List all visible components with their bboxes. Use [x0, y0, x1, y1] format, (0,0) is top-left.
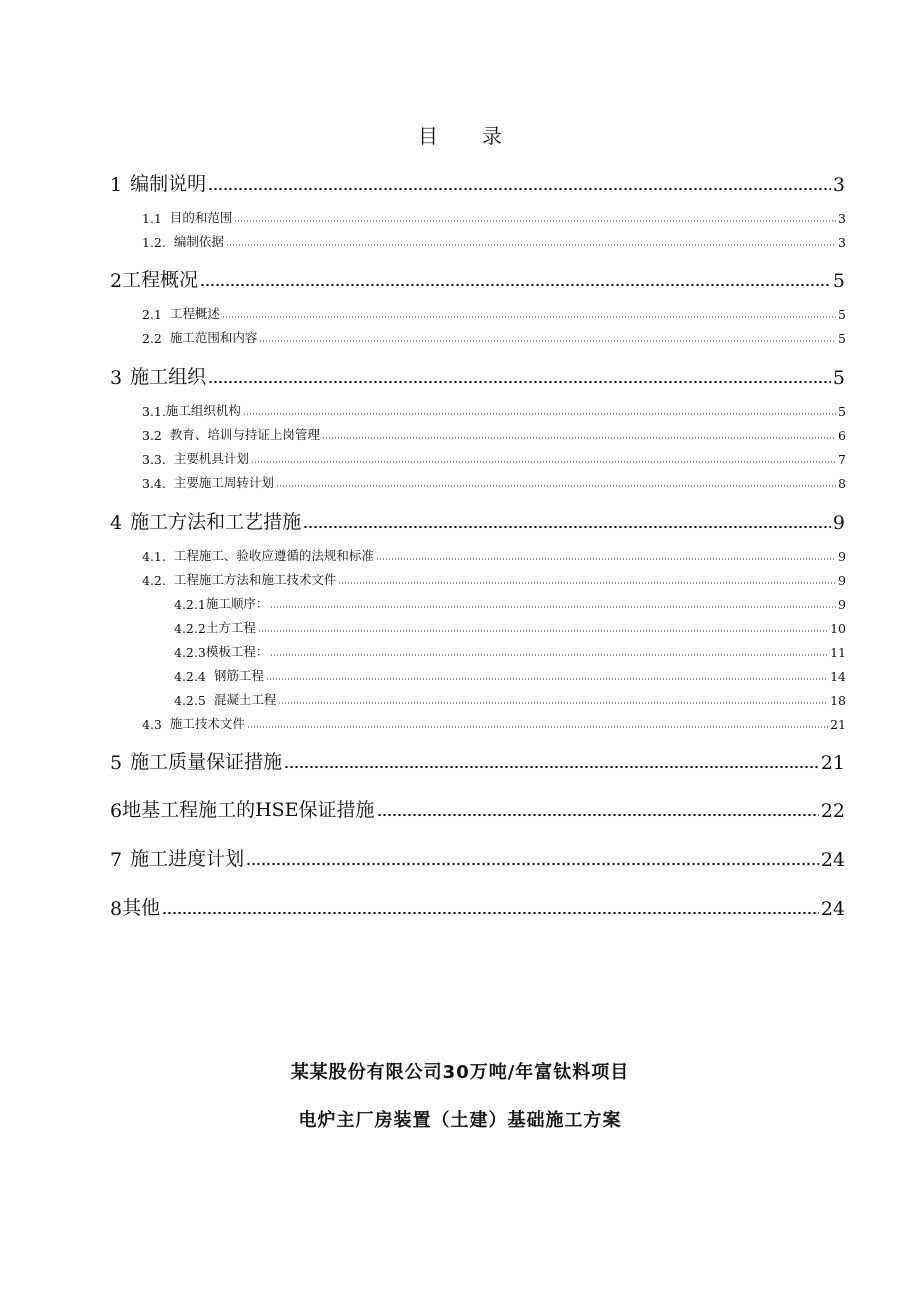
- dot-leader: [377, 812, 819, 818]
- dot-leader: [270, 605, 836, 609]
- toc-entry[interactable]: [110, 508, 845, 534]
- toc-entry-page: 5: [838, 307, 846, 322]
- dot-leader: [208, 379, 831, 385]
- toc-entry-number: 4.1.: [142, 549, 166, 564]
- dot-leader: [284, 764, 819, 770]
- toc-entry-page: 21: [820, 752, 845, 774]
- toc-entry[interactable]: [110, 894, 845, 920]
- toc-entry-number: 3.2: [142, 428, 162, 443]
- toc-entry-number: 2.2: [142, 331, 162, 346]
- toc-entry[interactable]: [142, 449, 846, 467]
- dot-leader: [338, 581, 836, 585]
- toc-entry-number: 3.4.: [142, 476, 166, 491]
- toc-entry-label: 编制说明: [130, 173, 207, 195]
- dot-leader: [266, 677, 828, 681]
- dot-leader: [276, 484, 836, 488]
- toc-entry-number: 1: [110, 174, 123, 196]
- toc-entry-page: 9: [832, 512, 845, 534]
- toc-entry-label: 工程施工、验收应遵循的法规和标准: [173, 548, 374, 563]
- dot-leader: [226, 243, 836, 247]
- dot-leader: [222, 315, 836, 319]
- toc-entry[interactable]: [174, 594, 846, 612]
- toc-entry[interactable]: [142, 546, 846, 564]
- toc-entry-label: 施工质量保证措施: [130, 751, 283, 773]
- toc-entry-number: 3: [110, 367, 123, 389]
- toc-entry-page: 21: [830, 717, 846, 732]
- dot-leader: [278, 701, 828, 705]
- toc-entry-label: 主要机具计划: [173, 451, 249, 466]
- dot-leader: [246, 861, 819, 867]
- dot-leader: [162, 910, 819, 916]
- toc-entry-page: 7: [838, 452, 846, 467]
- toc-entry-page: 5: [832, 270, 845, 292]
- dot-leader: [258, 629, 828, 633]
- toc-entry-number: 3.1.: [142, 404, 166, 419]
- dot-leader: [200, 282, 831, 288]
- toc-entry-number: 2: [110, 270, 123, 292]
- toc-entry-number: 5: [110, 752, 123, 774]
- toc-entry[interactable]: [110, 170, 845, 196]
- toc-entry-label: 编制依据: [173, 234, 224, 249]
- toc-entry[interactable]: [174, 690, 846, 708]
- toc-entry-number: 2.1: [142, 307, 162, 322]
- toc-entry-number: 7: [110, 849, 123, 871]
- toc-entry[interactable]: [142, 328, 846, 346]
- toc-entry-label: 施工方法和工艺措施: [130, 511, 302, 533]
- dot-leader: [259, 339, 836, 343]
- toc-entry-page: 11: [830, 645, 846, 660]
- toc-entry[interactable]: [142, 425, 846, 443]
- toc-entry[interactable]: [142, 401, 846, 419]
- plan-title: 电炉主厂房装置（土建）基础施工方案: [298, 1110, 622, 1131]
- toc-entry[interactable]: [142, 473, 846, 491]
- dot-leader: [243, 412, 836, 416]
- toc-entry-number: 4.2.1: [174, 597, 206, 612]
- toc-entry-number: 6: [110, 800, 123, 822]
- toc-entry-label: 模板工程：: [205, 644, 269, 659]
- toc-entry-number: 3.3.: [142, 452, 166, 467]
- toc-entry[interactable]: [174, 666, 846, 684]
- toc-entry[interactable]: [142, 304, 846, 322]
- toc-entry[interactable]: [110, 845, 845, 871]
- toc-entry-label: 施工组织: [130, 366, 207, 388]
- toc-entry[interactable]: [142, 714, 846, 732]
- toc-entry-page: 10: [830, 621, 846, 636]
- dot-leader: [322, 436, 836, 440]
- toc-entry-page: 24: [820, 898, 845, 920]
- toc-entry-page: 6: [838, 428, 846, 443]
- toc-entry-page: 9: [838, 573, 846, 588]
- toc-entry-label: 其他: [122, 897, 161, 919]
- toc-entry[interactable]: [110, 748, 845, 774]
- toc-entry[interactable]: [142, 570, 846, 588]
- toc-entry-label: 主要施工周转计划: [173, 475, 274, 490]
- toc-entry-number: 8: [110, 898, 123, 920]
- toc-entry-label: 工程概况: [122, 269, 199, 291]
- toc-entry-number: 4.2.3: [174, 645, 206, 660]
- dot-leader: [251, 460, 836, 464]
- toc-entry-page: 24: [820, 849, 845, 871]
- toc-entry[interactable]: [142, 232, 846, 250]
- toc-entry-label: 施工顺序：: [205, 596, 269, 611]
- toc-entry-page: 5: [838, 404, 846, 419]
- toc-entry-page: 8: [838, 476, 846, 491]
- toc-entry-label: 施工范围和内容: [169, 330, 258, 345]
- toc-entry-number: 4.2.4: [174, 669, 206, 684]
- dot-leader: [270, 653, 828, 657]
- toc-entry-page: 3: [838, 235, 846, 250]
- toc-entry-number: 4.2.5: [174, 693, 206, 708]
- toc-entry-label: 目的和范围: [169, 210, 233, 225]
- toc-entry-label: 土方工程: [205, 620, 256, 635]
- toc-entry-page: 3: [838, 211, 846, 226]
- toc-entry[interactable]: [142, 208, 846, 226]
- dot-leader: [303, 524, 831, 530]
- toc-entry-label: 工程概述: [169, 306, 220, 321]
- toc-entry-page: 22: [820, 800, 845, 822]
- dot-leader: [234, 219, 836, 223]
- dot-leader: [376, 557, 836, 561]
- toc-entry-label: 施工组织机构: [165, 403, 241, 418]
- toc-entry-label: 教育、培训与持证上岗管理: [169, 427, 320, 442]
- toc-entry-page: 9: [838, 597, 846, 612]
- toc-entry[interactable]: [110, 266, 845, 292]
- dot-leader: [247, 725, 828, 729]
- toc-entry-page: 18: [830, 693, 846, 708]
- toc-entry-label: 钢筋工程: [213, 668, 264, 683]
- toc-entry-number: 4: [110, 512, 123, 534]
- toc-entry-number: 1.2.: [142, 235, 166, 250]
- toc-entry-label: 地基工程施工的HSE保证措施: [122, 799, 375, 821]
- toc-entry[interactable]: [110, 363, 845, 389]
- toc-entry-number: 4.3: [142, 717, 162, 732]
- toc-entry-label: 混凝土工程: [213, 692, 277, 707]
- dot-leader: [208, 186, 831, 192]
- toc-entry-number: 4.2.2: [174, 621, 206, 636]
- toc-entry-page: 3: [832, 174, 845, 196]
- toc-entry-label: 工程施工方法和施工技术文件: [173, 572, 337, 587]
- toc-entry-page: 9: [838, 549, 846, 564]
- toc-entry-number: 1.1: [142, 211, 162, 226]
- toc-title: 目录: [418, 124, 546, 148]
- toc-entry-number: 4.2.: [142, 573, 166, 588]
- project-title: 某某股份有限公司30万吨/年富钛料项目: [290, 1062, 630, 1083]
- toc-entry-page: 14: [830, 669, 846, 684]
- toc-entry-label: 施工技术文件: [169, 716, 245, 731]
- toc-entry[interactable]: [174, 642, 846, 660]
- toc-entry-label: 施工进度计划: [130, 848, 245, 870]
- toc-entry[interactable]: [110, 796, 845, 822]
- toc-entry[interactable]: [174, 618, 846, 636]
- toc-entry-page: 5: [832, 367, 845, 389]
- toc-entry-page: 5: [838, 331, 846, 346]
